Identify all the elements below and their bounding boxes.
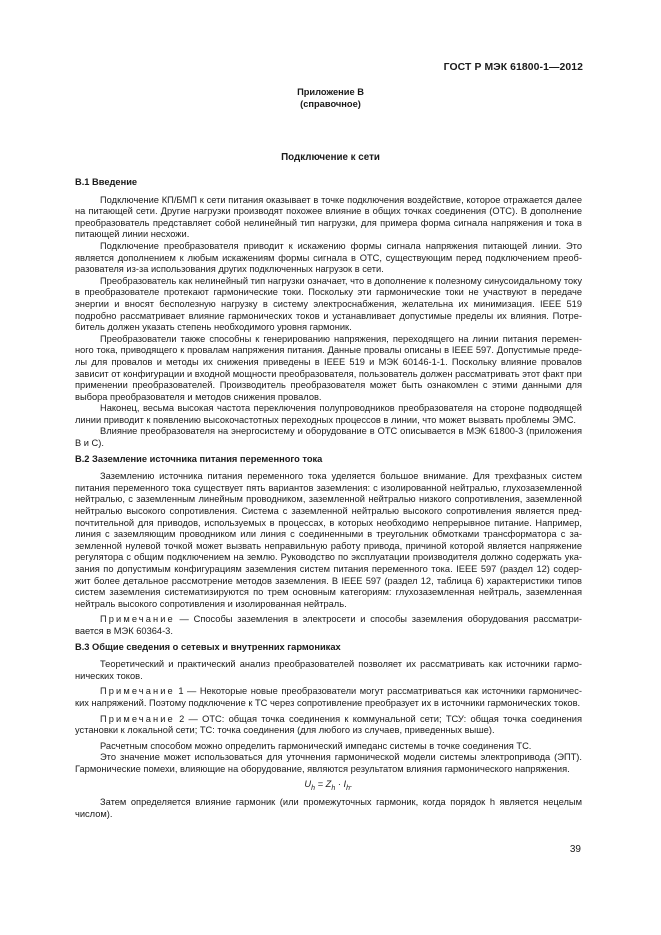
paragraph: Влияние преобразователя на энергосистему и оборудование в ОТС описывается в МЭК 61800-3 (приложения В и С).: [75, 426, 582, 449]
paragraph: Это значение может использоваться для уточнения гармонической модели системы электропривода (ЭПТ). Гармонические помехи, влияющие на оборудование, являются результатом влияния гармонического напряжения.: [75, 752, 582, 774]
page-title: Подключение к сети: [281, 152, 380, 163]
note-label: Примечание: [100, 713, 175, 724]
section-heading-b1: В.1 Введение: [75, 177, 138, 187]
paragraph: Подключение КП/БМП к сети питания оказывает в точке подключения воздействие, которое отражается далее на питающей сети. Другие нагрузки производят похожее влияние в общих точках соединения (ОТС). В дополнение преобразователь представляет собой нелинейный тип нагрузки, для примера форма сигнала напряжения и тока в питающей линии несхожи.: [75, 194, 582, 240]
section-heading-b3: В.3 Общие сведения о сетевых и внутренних гармониках: [75, 641, 341, 652]
paragraph: Затем определяется влияние гармоник (или промежуточных гармоник, когда порядок h является нецелым числом).: [75, 796, 582, 819]
appendix-heading: [0, 86, 661, 110]
section-heading-b2: В.2 Заземление источника питания переменного тока: [75, 453, 323, 464]
paragraph: Преобразователи также способны к генерированию напряжения, переходящего на линии питания переменного тока, приводящего к провалам напряжения питания. Данные провалы описаны в IEEE 597. Допустимые пределы для провалов и методы их снижения приведены в IEEE 519 и МЭК 60146-1-1. Поскольку влияние провалов зависит от конфигурации и входной мощности преобразователя, пользователь должен рассматривать этот факт при применении преобразователей. Производитель преобразователя может быть ознакомлен с этими данными для выбора преобразователя и методов снижения провалов.: [75, 333, 582, 402]
note-label: Примечание: [100, 614, 175, 625]
appendix-label: Приложение В: [297, 87, 364, 97]
document-body: [75, 177, 582, 820]
formula: $U_h = Z_h \cdot I_h$.: [304, 778, 353, 792]
paragraph: Преобразователь как нелинейный тип нагрузки означает, что в дополнение к полезному синусоидальному току в преобразователе протекают гармонические токи. Поскольку эти гармонические токи не участвуют в передаче энергии и вносят бесполезную нагрузку в систему электроснабжения, желательна их минимизация. IEEE 519 подробно рассматривает влияние гармонических токов и устанавливает допустимые пределы их влияния. Потребитель должен указать степень необходимого уровня гармоник.: [75, 275, 582, 333]
appendix-type: (справочное): [300, 99, 361, 109]
page-number: 39: [569, 844, 581, 855]
paragraph: Теоретический и практический анализ преобразователей позволяет их рассматривать как источники гармонических токов.: [75, 659, 582, 681]
note-label: Примечание: [100, 686, 175, 697]
document-code: ГОСТ Р МЭК 61800-1—2012: [443, 62, 583, 73]
note-text: — Способы заземления в электросети и способы заземления оборудования рассматривается в МЭК 60364-3.: [75, 614, 582, 636]
note-text: 2 — ОТС: общая точка соединения к коммунальной сети; ТСУ: общая точка соединения установки к локальной сети; ТС: точка соединения (для любого из случаев, приведенных выше).: [75, 713, 582, 736]
paragraph: Расчетным способом можно определить гармонический импеданс системы в точке соединения ТС.: [100, 740, 532, 751]
note-text: 1 — Некоторые новые преобразователи могут рассматриваться как источники гармонических напряжений. Поэтому подключение к ТС через сопротивление преобразует их в источники гармонических токов.: [75, 686, 582, 708]
paragraph: Подключение преобразователя приводит к искажению формы сигнала напряжения питающей линии. Это является дополнением к любым искажениям формы сигнала в ОТС, существующим перед подключением преобразователя из-за использования других подключенных нагрузок в сети.: [75, 240, 582, 275]
paragraph: Наконец, весьма высокая частота переключения полупроводников преобразователя на стороне подводящей линии приводит к появлению высокочастотных переходных процессов в линии, что может вызвать проблемы ЭМС.: [75, 403, 582, 425]
paragraph: Заземлению источника питания переменного тока уделяется большое внимание. Для трехфазных систем питания переменного тока существует пять вариантов заземления: с изолированной нейтралью, глухозаземленной нейтралью, с заземленным линейным проводником, заземленной нейтралью низкого сопротивления, заземленной нейтралью высокого сопротивления. Система с заземленной нейтралью высокого сопротивления является предпочтительной для приводов, используемых в процессах, в которых необходимо непрерывное питание. Например, линия с заземляющим проводником или линия с соединенными в треугольник обмотками трансформатора с заземленной нулевой точкой может вызвать неправильную работу привода, причиной которой является напряжение регулятора с общим подключением на землю. Руководство по эксплуатации производителя должно содержать указания по допустимым конфигурациям заземления систем питания переменного тока. IEEE 597 (раздел 12) содержит более детальное рассмотрение методов заземления. В IEEE 597 (раздел 12, таблица 6) характеристики типов систем заземления систематизируются по трем основным категориям: глухозаземленная нейтраль, заземленная нейтраль высокого сопротивления и изолированная нейтраль.: [75, 471, 582, 609]
note-1: [75, 686, 582, 709]
note-2: [75, 714, 582, 737]
note: [75, 614, 582, 637]
